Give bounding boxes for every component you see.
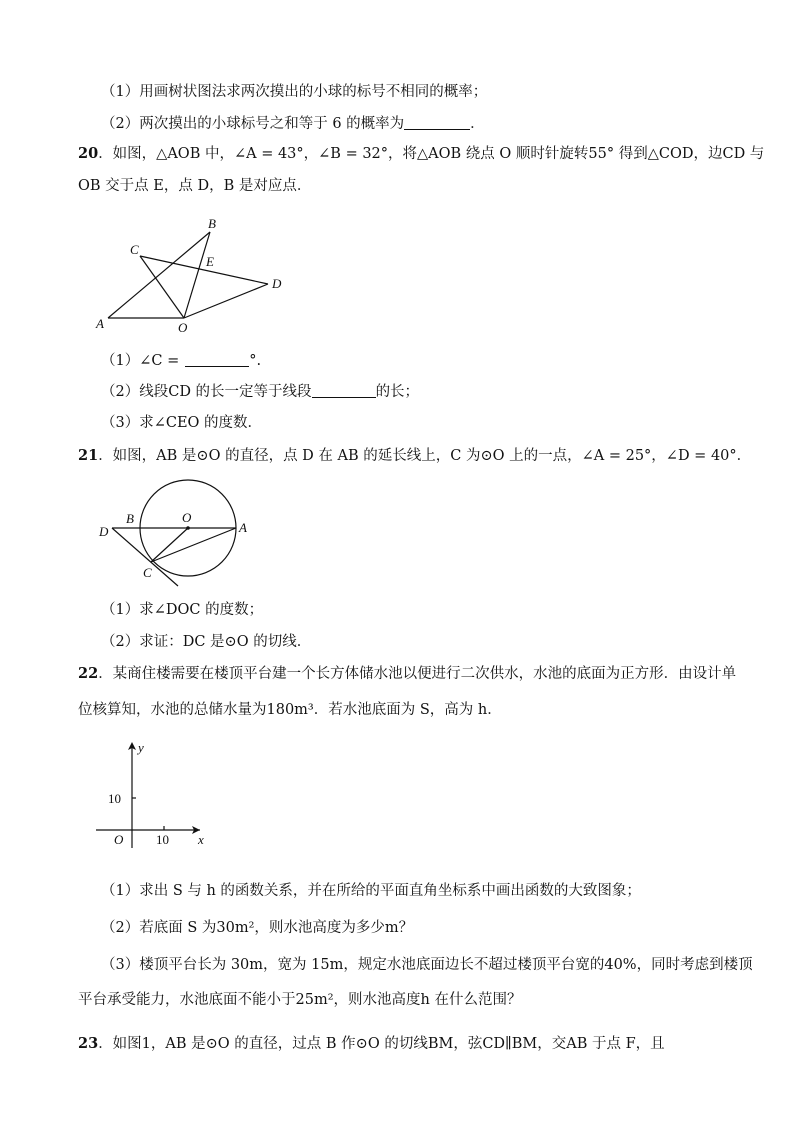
label-C: C <box>130 242 139 257</box>
segment-AB <box>108 232 210 318</box>
q23-stem-text: ．如图1，AB 是⊙O 的直径，过点 B 作⊙O 的切线BM，弦CD∥BM，交AB 于点 F，且 <box>98 1036 665 1052</box>
label-O: O <box>178 320 188 335</box>
label-O: O <box>182 510 192 525</box>
answer-blank <box>185 352 249 367</box>
q21-stem <box>78 446 751 466</box>
q22-part3-line2: 平台承受能力，水池底面不能小于25m²，则水池高度h 在什么范围？ <box>78 992 522 1008</box>
q21-part1: （1）求∠DOC 的度数； <box>101 602 264 618</box>
label-x: x <box>198 832 204 847</box>
question-number: 21 <box>78 447 99 464</box>
label-B: B <box>208 216 216 231</box>
center-point <box>186 526 190 530</box>
q19-part2-end: ． <box>470 116 485 132</box>
q19-part2-text: （2）两次摸出的小球标号之和等于 6 的概率为 <box>101 116 405 132</box>
label-C: C <box>143 565 152 580</box>
question-number: 23 <box>78 1035 99 1052</box>
label-D: D <box>99 524 109 539</box>
q22-stem-text: ．某商住楼需要在楼顶平台建一个长方体储水池以便进行二次供水，水池的底面为正方形．由设计单 <box>98 666 737 682</box>
x-tick-label: 10 <box>156 832 169 847</box>
q22-stem-line2: 位核算知，水池的总储水量为180m³．若水池底面为 S，高为 h． <box>78 702 502 718</box>
q22-coordinate-axes <box>92 738 216 850</box>
q22-part1: （1）求出 S 与 h 的函数关系，并在所给的平面直角坐标系中画出函数的大致图象； <box>101 883 641 899</box>
q19-part2 <box>101 114 485 134</box>
q23-stem <box>78 1034 665 1054</box>
label-y: y <box>138 740 144 755</box>
segment-CO <box>140 256 184 318</box>
q21-circle-figure <box>96 478 256 590</box>
label-origin: O <box>114 832 124 847</box>
q22-part3-line1: （3）楼顶平台长为 30m，宽为 15m，规定水池底面边长不超过楼顶平台宽的40%，同时考虑到楼顶 <box>101 957 753 973</box>
q20-stem-line2: OB 交于点 E，点 D，B 是对应点． <box>78 178 312 194</box>
segment-AC <box>151 528 236 562</box>
q20-stem-line1 <box>78 144 764 164</box>
q22-stem-line1 <box>78 664 736 684</box>
label-D: D <box>272 276 282 291</box>
q20-part2 <box>101 382 419 402</box>
q19-part1: （1）用画树状图法求两次摸出的小球的标号不相同的概率； <box>101 84 488 100</box>
answer-blank <box>404 115 470 130</box>
q22-part2: （2）若底面 S 为30m²，则水池高度为多少m？ <box>101 920 414 936</box>
label-A: A <box>239 520 247 535</box>
segment-CD <box>140 256 268 284</box>
q20-triangle-figure <box>90 212 290 336</box>
segment-OD <box>184 284 268 318</box>
segment-OC <box>151 528 188 562</box>
q20-part3: （3）求∠CEO 的度数． <box>101 415 263 431</box>
q21-stem-text: ．如图，AB 是⊙O 的直径，点 D 在 AB 的延长线上，C 为⊙O 上的一点，∠A = 25°，∠D = 40°． <box>98 448 752 464</box>
q20-part1 <box>101 351 261 371</box>
q21-part2: （2）求证：DC 是⊙O 的切线． <box>101 634 312 650</box>
answer-blank <box>312 383 376 398</box>
q20-part2-end: 的长； <box>375 384 420 400</box>
q20-part2-text: （2）线段CD 的长一定等于线段 <box>101 384 312 400</box>
q20-stem-text: ．如图，△AOB 中，∠A = 43°，∠B = 32°，将△AOB 绕点 O 顺时针旋转55° 得到△COD，边CD 与 <box>98 146 765 162</box>
segment-OB <box>184 232 210 318</box>
label-B: B <box>126 511 134 526</box>
label-A: A <box>96 316 104 331</box>
y-tick-label: 10 <box>108 791 121 806</box>
q20-part1-text: （1）∠C = <box>101 353 180 369</box>
question-number: 22 <box>78 665 99 682</box>
question-number: 20 <box>78 145 99 162</box>
q20-part1-end: °. <box>249 353 262 369</box>
label-E: E <box>206 254 214 269</box>
